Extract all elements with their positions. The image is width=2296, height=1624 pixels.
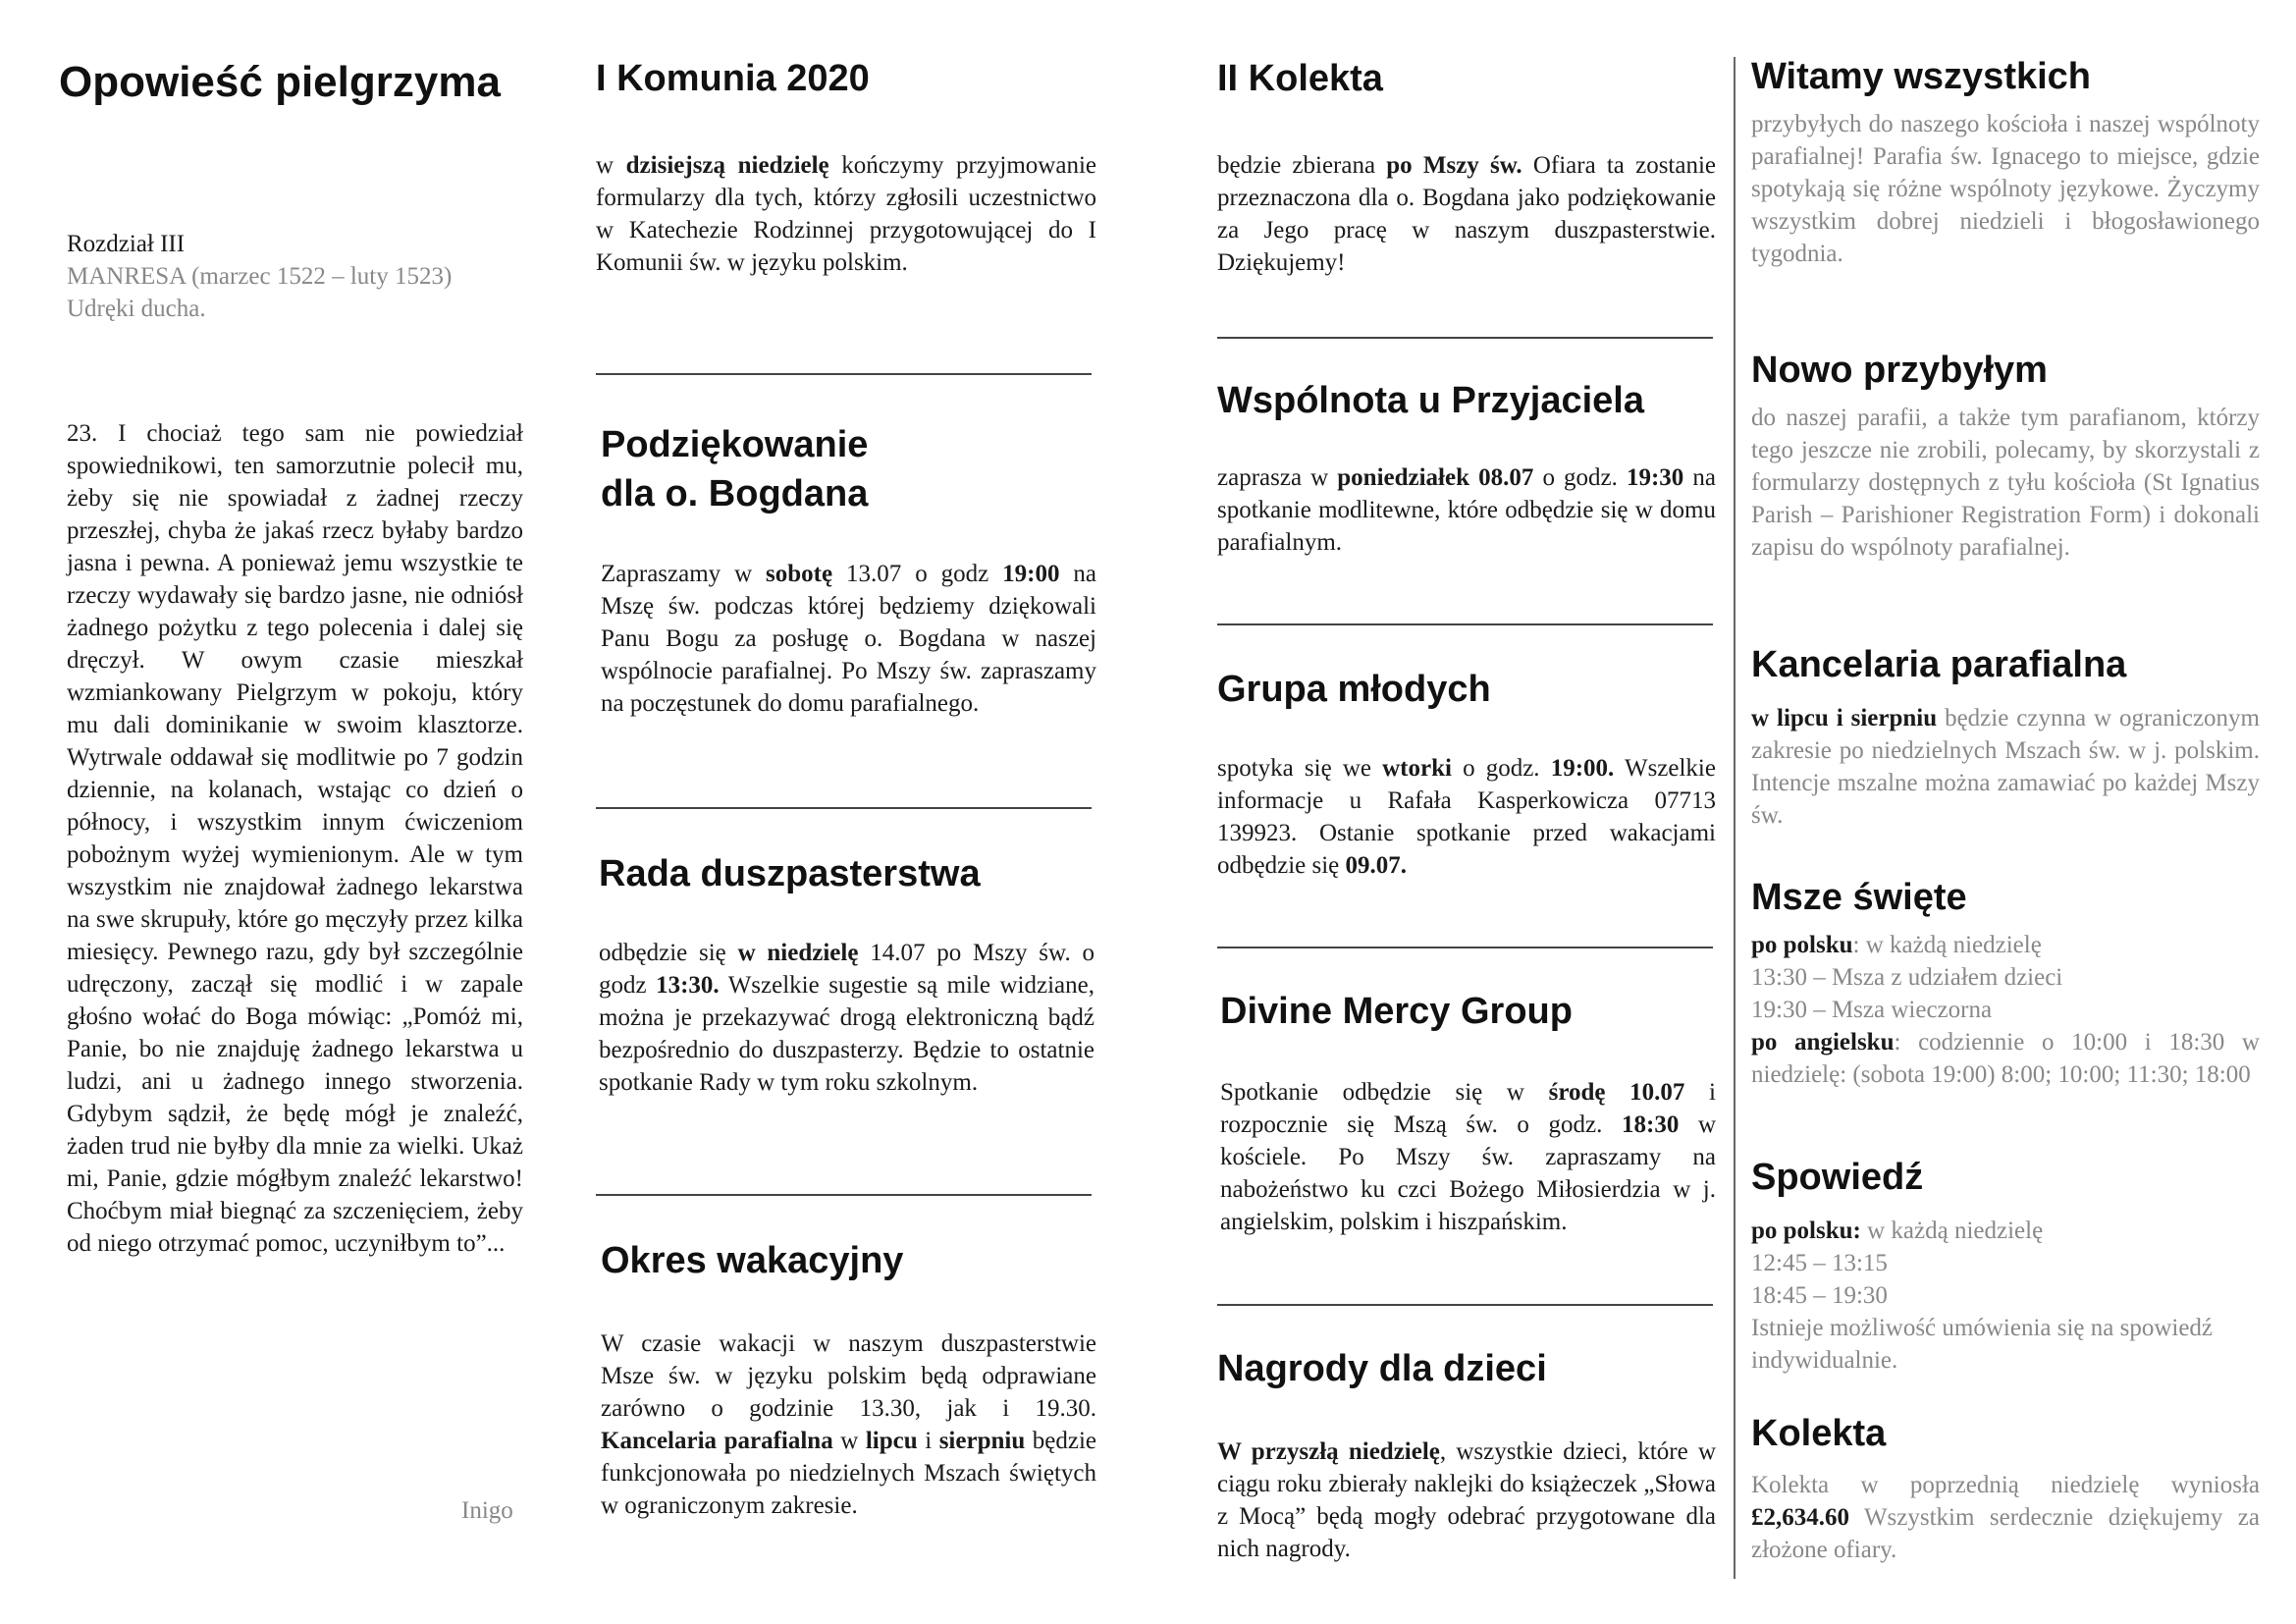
section-masses bbox=[1751, 876, 2260, 1091]
divider bbox=[596, 1194, 1092, 1196]
section-title: Divine Mercy Group bbox=[1220, 991, 1573, 1032]
confession-polish: po polsku: w każdą niedzielę bbox=[1751, 1217, 2044, 1244]
section-title: Grupa młodych bbox=[1217, 669, 1491, 710]
chapter-subtitle: Udręki ducha. bbox=[67, 296, 206, 322]
section-children-awards bbox=[1217, 1347, 1716, 1565]
section-title: Nowo przybyłym bbox=[1751, 350, 2048, 391]
divider bbox=[596, 807, 1092, 809]
section-collection bbox=[1751, 1412, 2260, 1566]
divider bbox=[1217, 337, 1713, 339]
section-title: II Kolekta bbox=[1217, 58, 1383, 99]
section-title: Msze święte bbox=[1751, 877, 1967, 918]
story-signature: Inigo bbox=[461, 1497, 513, 1524]
section-text: będzie zbierana po Mszy św. Ofiara ta zostanie przeznaczona dla o. Bogdana jako podziękowanie za Jego pracę w naszym duszpasterstwie. Dziękujemy! bbox=[1217, 151, 1717, 276]
section-text: Kolekta w poprzednią niedzielę wyniosła £2,634.60 Wszystkim serdecznie dziękujemy za złożone ofiary. bbox=[1751, 1471, 2260, 1563]
section-title: Podziękowanie dla o. Bogdana bbox=[601, 424, 869, 514]
confession-time-2: 18:45 – 19:30 bbox=[1751, 1281, 1888, 1309]
section-friend-community bbox=[1217, 379, 1716, 559]
section-title: Kancelaria parafialna bbox=[1751, 644, 2127, 685]
mass-evening: 19:30 – Msza wieczorna bbox=[1751, 996, 1993, 1023]
section-text: W czasie wakacji w naszym duszpasterstwie Msze św. w języku polskim będą odprawiane zarówno o godzinie 13.30, jak i 19.30. Kancelaria parafialna w lipcu i sierpniu będzie funkcjonowała po niedzielnych Mszach świętych w ograniczonym zakresie. bbox=[601, 1329, 1097, 1519]
section-text: W przyszłą niedzielę, wszystkie dzieci, które w ciągu roku zbierały naklejki do książeczek „Słowa z Mocą” będą mogły odebrać przygotowane dla nich nagrody. bbox=[1217, 1437, 1716, 1562]
column-divider bbox=[1734, 57, 1735, 1579]
section-youth-group bbox=[1217, 668, 1716, 882]
divider bbox=[1217, 1304, 1713, 1306]
confession-note: Istnieje możliwość umówienia się na spowiedź indywidualnie. bbox=[1751, 1314, 2214, 1374]
section-holidays bbox=[601, 1239, 1096, 1522]
section-text: w lipcu i sierpniu będzie czynna w ograniczonym zakresie po niedzielnych Mszach św. w j. polskim. Intencje mszalne można zamawiać po każdej Mszy św. bbox=[1751, 704, 2260, 829]
section-newcomers bbox=[1751, 349, 2260, 564]
divider bbox=[1217, 623, 1713, 625]
section-first-communion bbox=[596, 57, 1096, 279]
section-text: przybyłych do naszego kościoła i naszej wspólnoty parafialnej! Parafia św. Ignacego to miejsce, gdzie spotykają się różne wspólnoty językowe. Życzymy wszystkim dobrej niedzieli i błogosławionego tygodnia. bbox=[1751, 110, 2260, 267]
section-title: Witamy wszystkich bbox=[1751, 56, 2092, 97]
divider bbox=[1217, 947, 1713, 948]
mass-english: po angielsku: codziennie o 10:00 i 18:30 w niedzielę: (sobota 19:00) 8:00; 10:00; 11:30; 18:00 bbox=[1751, 1028, 2260, 1088]
section-parish-office bbox=[1751, 643, 2260, 832]
confession-time-1: 12:45 – 13:15 bbox=[1751, 1249, 1888, 1276]
section-pastoral-council bbox=[599, 852, 1095, 1099]
section-text: spotyka się we wtorki o godz. 19:00. Wszelkie informacje u Rafała Kasperkowicza 07713 139923. Ostanie spotkanie przed wakacjami odbędzie się 09.07. bbox=[1217, 754, 1716, 879]
section-text: Spotkanie odbędzie się w środę 10.07 i rozpocznie się Mszą św. o godz. 18:30 w kościele. Po Mszy św. zapraszamy na nabożeństwo ku czci Bożego Miłosierdzia w j. angielskim, polskim i hiszpańskim. bbox=[1220, 1078, 1716, 1235]
section-confession bbox=[1751, 1156, 2260, 1377]
chapter-place: MANRESA (marzec 1522 – luty 1523) bbox=[67, 263, 453, 290]
story-text: 23. I chociaż tego sam nie powiedział spowiednikowi, ten samorzutnie polecił mu, żeby się nie spowiadał z żadnej rzeczy przeszłej, chyba że jakaś rzecz byłaby bardzo jasna i pewna. A ponieważ jemu wszystkie te rzeczy wydawały się bardzo jasne, nie odniósł żadnego pożytku z tego polecenia i dalej się dręczył. W owym czasie mieszkał wzmiankowany Pielgrzym w pokoju, który mu dali dominikanie w swoim klasztorze. Wytrwale oddawał się modlitwie po 7 godzin dziennie, na kolanach, wstając co dzień o północy, i wszystkim innym ćwiczeniom pobożnym wyżej wymienionym. Ale w tym wszystkim nie znajdował żadnego lekarstwa na swe skrupuły, które go męczyły przez kilka miesięcy. Pewnego razu, gdy był szczególnie udręczony, zaczął się modlić i w zapale głośno wołać do Boga mówiąc: „Pomóż mi, Panie, bo nie znajduję żadnego lekarstwa u ludzi, ani u żadnego innego stworzenia. Gdybym sądził, że będę mógł je znaleźć, żaden trud nie byłby dla mnie za wielki. Ukaż mi, Panie, gdzie mógłbym znaleźć lekarstwo! Choćbym miał biegnąć za szczenięciem, żeby od niego otrzymać pomoc, uczyniłbym to”... bbox=[67, 420, 523, 1257]
section-welcome bbox=[1751, 55, 2260, 270]
section-title: I Komunia 2020 bbox=[596, 58, 870, 99]
story-title: Opowieść pielgrzyma bbox=[59, 58, 501, 106]
section-text: zaprasza w poniedziałek 08.07 o godz. 19:30 na spotkanie modlitewne, które odbędzie się w domu parafialnym. bbox=[1217, 463, 1716, 556]
section-title: Rada duszpasterstwa bbox=[599, 853, 981, 894]
section-title: Spowiedź bbox=[1751, 1157, 1924, 1198]
section-second-collection bbox=[1217, 57, 1716, 279]
mass-children: 13:30 – Msza z udziałem dzieci bbox=[1751, 963, 2063, 991]
chapter-label: Rozdział III bbox=[67, 231, 186, 257]
divider bbox=[596, 373, 1092, 375]
section-title: Okres wakacyjny bbox=[601, 1240, 904, 1281]
mass-polish: po polsku: w każdą niedzielę bbox=[1751, 931, 2042, 958]
section-text: do naszej parafii, a także tym parafianom, którzy tego jeszcze nie zrobili, polecamy, by skorzystali z formularzy dostępnych z tyłu kościoła (St Ignatius Parish – Parishioner Registration Form) i dokonali zapisu do wspólnoty parafialnej. bbox=[1751, 404, 2260, 561]
section-text: Zapraszamy w sobotę 13.07 o godz 19:00 na Mszę św. podczas której będziemy dziękowali Panu Bogu za posługę o. Bogdana w naszej wspólnocie parafialnej. Po Mszy św. zapraszamy na poczęstunek do domu parafialnego. bbox=[601, 561, 1096, 717]
section-title: Wspólnota u Przyjaciela bbox=[1217, 380, 1644, 421]
section-title: Kolekta bbox=[1751, 1413, 1887, 1454]
section-thanks-bogdan bbox=[601, 420, 1096, 720]
section-text: odbędzie się w niedzielę 14.07 po Mszy św. o godz 13:30. Wszelkie sugestie są mile widziane, można je przekazywać drogą elektroniczną bądź bezpośrednio do duszpasterzy. Będzie to ostatnie spotkanie Rady w tym roku szkolnym. bbox=[599, 939, 1095, 1096]
section-title: Nagrody dla dzieci bbox=[1217, 1348, 1547, 1389]
section-text: w dzisiejszą niedzielę kończymy przyjmowanie formularzy dla tych, którzy zgłosili uczestnictwo w Katechezie Rodzinnej przygotowującej do I Komunii św. w języku polskim. bbox=[596, 151, 1096, 276]
section-divine-mercy bbox=[1220, 990, 1716, 1238]
